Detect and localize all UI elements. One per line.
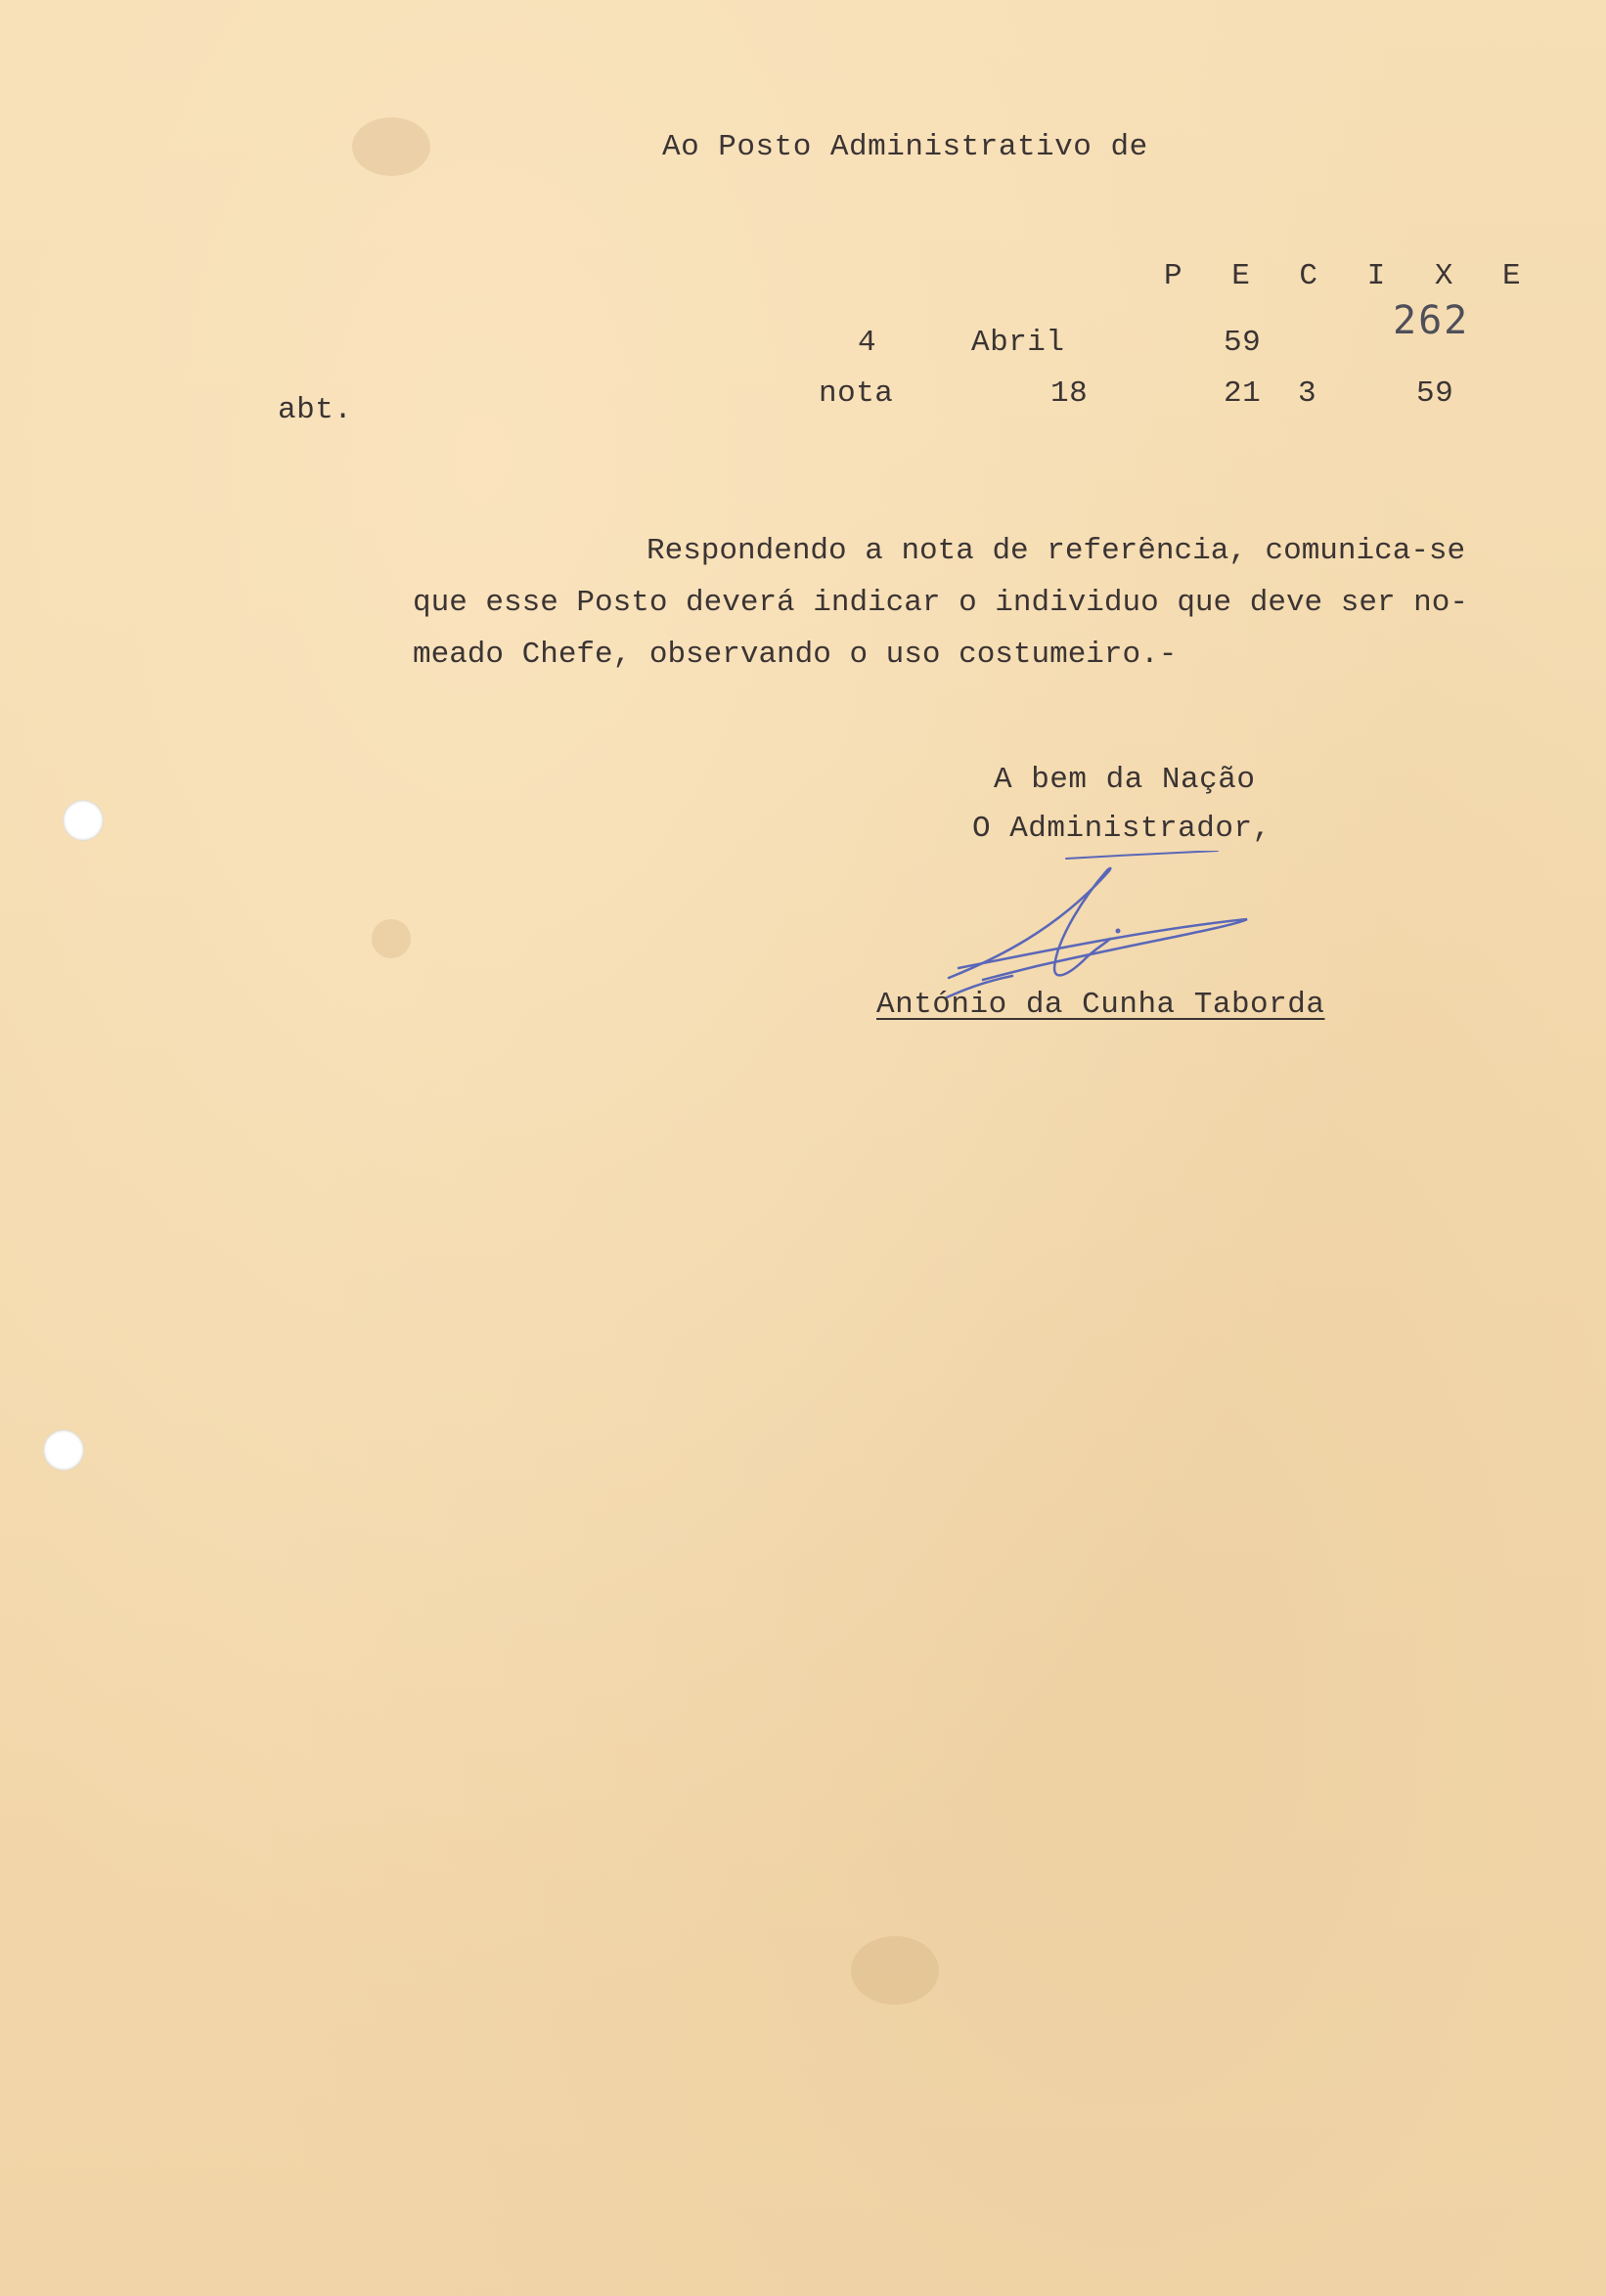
date-year: 59: [1224, 326, 1262, 360]
signatory-name: António da Cunha Taborda: [876, 988, 1325, 1022]
date-day: 4: [858, 326, 877, 360]
paper-stain: [851, 1936, 939, 2005]
reference-date-day: 21: [1224, 376, 1262, 411]
punch-hole: [63, 800, 104, 841]
addressee-line: Ao Posto Administrativo de: [662, 130, 1148, 164]
body-line-2: que esse Posto deverá indicar o individuo que deve ser no-: [413, 586, 1468, 620]
closing-phrase: A bem da Nação: [994, 763, 1256, 797]
body-line-1: Respondendo a nota de referência, comunica-se: [647, 534, 1466, 568]
date-month: Abril: [971, 326, 1065, 360]
reference-abbreviation: abt.: [278, 393, 353, 427]
punch-hole: [43, 1430, 84, 1471]
body-line-3: meado Chefe, observando o uso costumeiro.-: [413, 638, 1178, 672]
reference-type: nota: [819, 376, 894, 411]
signature-image: [939, 851, 1262, 1007]
reference-date-year: 59: [1416, 376, 1454, 411]
place-name: P E C I X E: [1164, 259, 1537, 293]
reference-number: 262: [1393, 298, 1470, 343]
reference-note-number: 18: [1050, 376, 1089, 411]
signatory-title: O Administrador,: [972, 812, 1271, 846]
paper-stain: [352, 117, 430, 176]
paper-stain: [372, 919, 411, 958]
reference-date-month: 3: [1298, 376, 1317, 411]
